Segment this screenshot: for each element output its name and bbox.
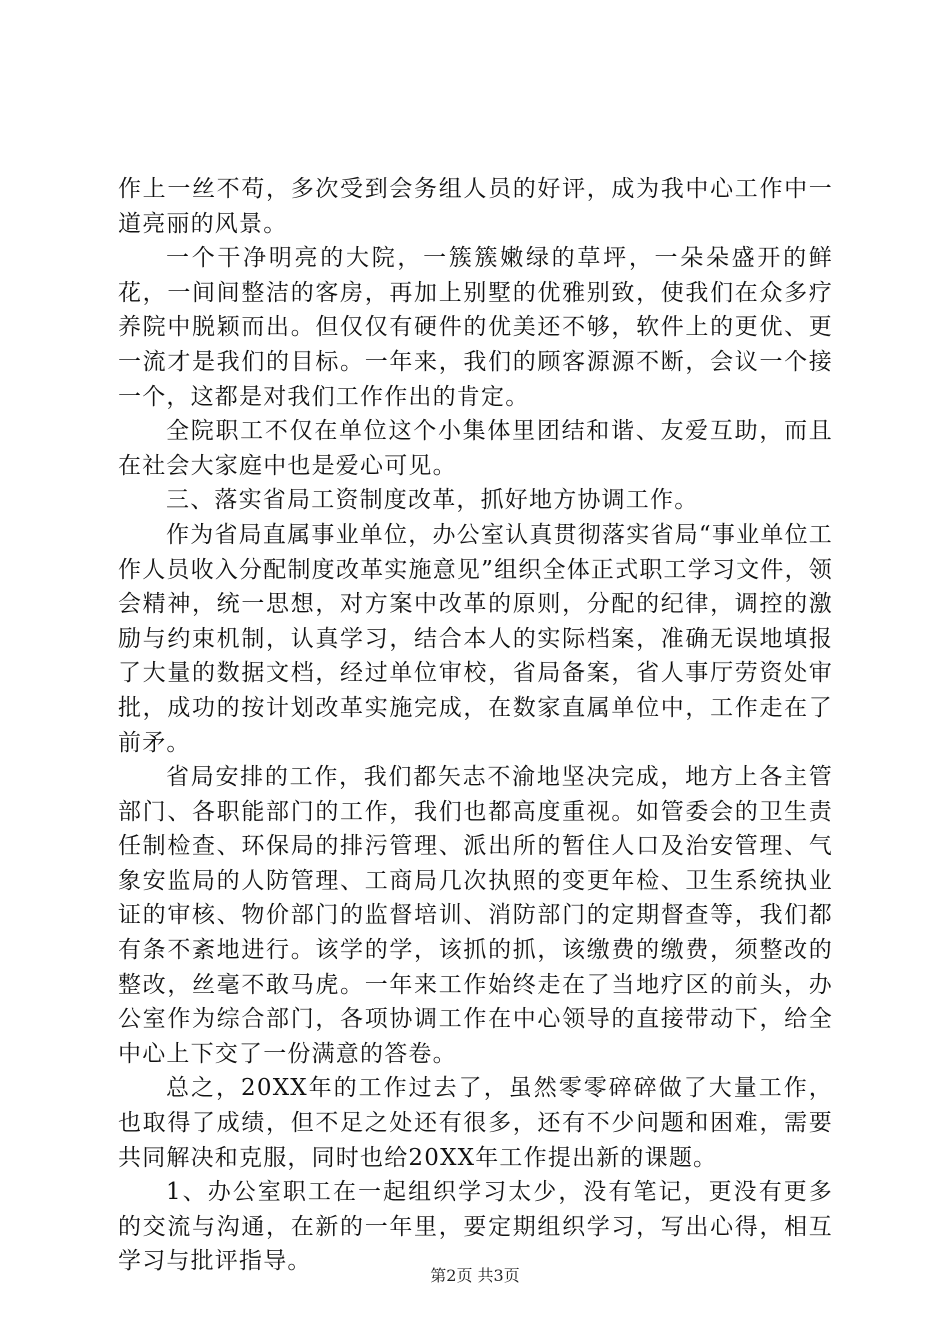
paragraph: 总之，20XX年的工作过去了，虽然零零碎碎做了大量工作，也取得了成绩，但不足之处还有很多，还有不少问题和困难，需要共同解决和克服，同时也给20XX年工作提出新的课题。 xyxy=(118,1075,833,1171)
section-heading: 三、落实省局工资制度改革，抓好地方协调工作。 xyxy=(166,487,699,514)
paragraph: 作为省局直属事业单位，办公室认真贯彻落实省局“事业单位工作人员收入分配制度改革实施意见”组织全体正式职工学习文件，领会精神，统一思想，对方案中改革的原则，分配的纪律，调控的激励与约束机制，认真学习，结合本人的实际档案，准确无误地填报了大量的数据文档，经过单位审校，省局备案，省人事厅劳资处审批，成功的按计划改革实施完成，在数家直属单位中，工作走在了前矛。 xyxy=(118,521,833,756)
paragraph: 一个干净明亮的大院，一簇簇嫩绿的草坪，一朵朵盛开的鲜花，一间间整洁的客房，再加上别墅的优雅别致，使我们在众多疗养院中脱颖而出。但仅仅有硬件的优美还不够，软件上的更优、更一流才是我们的目标。一年来，我们的顾客源源不断，会议一个接一个，这都是对我们工作作出的肯定。 xyxy=(118,245,833,410)
paragraph-continuation: 作上一丝不苟，多次受到会务组人员的好评，成为我中心工作中一道亮丽的风景。 xyxy=(118,176,833,237)
paragraph: 省局安排的工作，我们都矢志不渝地坚决完成，地方上各主管部门、各职能部门的工作，我们也都高度重视。如管委会的卫生责任制检查、环保局的排污管理、派出所的暂住人口及治安管理、气象安监局的人防管理、工商局几次执照的变更年检、卫生系统执业证的审核、物价部门的监督培训、消防部门的定期督查等，我们都有条不紊地进行。该学的学，该抓的抓，该缴费的缴费，须整改的整改，丝毫不敢马虎。一年来工作始终走在了当地疗区的前头，办公室作为综合部门，各项协调工作在中心领导的直接带动下，给全中心上下交了一份满意的答卷。 xyxy=(118,764,833,1067)
paragraph: 1、办公室职工在一起组织学习太少，没有笔记，更没有更多的交流与沟通，在新的一年里，要定期组织学习，写出心得，相互学习与批评指导。 xyxy=(118,1179,833,1275)
page-number-footer: 第2页 共3页 xyxy=(430,1266,520,1285)
document-body xyxy=(118,172,833,1279)
paragraph: 全院职工不仅在单位这个小集体里团结和谐、友爱互助，而且在社会大家庭中也是爱心可见。 xyxy=(118,418,833,479)
